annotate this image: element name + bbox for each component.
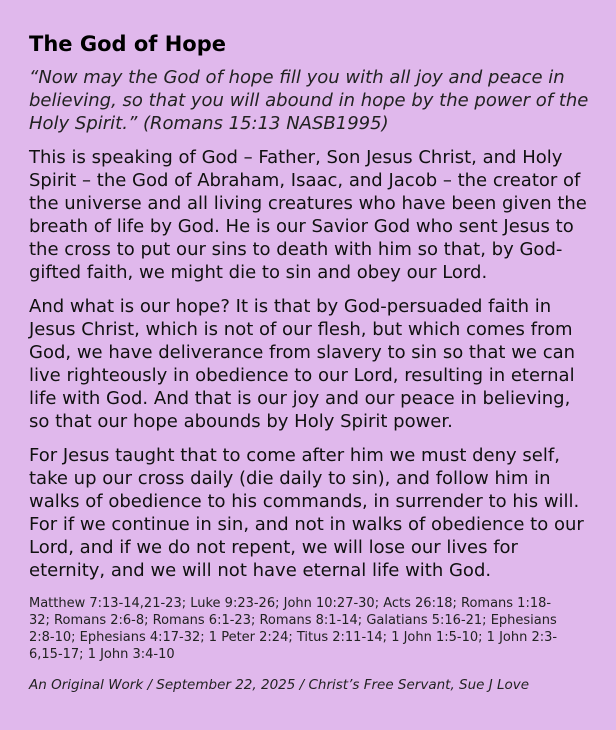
body-paragraph-2: And what is our hope? It is that by God-persuaded faith in Jesus Christ, which is not of our flesh, but which comes from God, we have deliverance from slavery to sin so that we can live righteously in obedience to our Lord, resulting in eternal life with God. And that is our joy and our peace in believing, so that our hope abounds by Holy Spirit power. — [29, 296, 576, 432]
body-paragraph-1: This is speaking of God – Father, Son Jesus Christ, and Holy Spirit – the God of Abraham, Isaac, and Jacob – the creator of the universe and all living creatures who have been given the breath of life by God. He is our Savior God who sent Jesus to the cross to put our sins to death with him so that, by God-gifted faith, we might die to sin and obey our Lord. — [29, 147, 587, 283]
body-paragraph-3: For Jesus taught that to come after him we must deny self, take up our cross daily (die daily to sin), and follow him in walks of obedience to his commands, in surrender to his will. For if we continue in sin, and not in walks of obedience to our Lord, and if we do not repent, we will lose our lives for eternity, and we will not have eternal life with God. — [29, 445, 584, 581]
author-footer: An Original Work / September 22, 2025 / Christ’s Free Servant, Sue J Love — [29, 677, 530, 693]
scripture-quote: “Now may the God of hope fill you with all joy and peace in believing, so that you will abound in hope by the power of the Holy Spirit.” (Romans 15:13 NASB1995) — [29, 67, 589, 134]
page-title: The God of Hope — [29, 32, 226, 56]
scripture-references: Matthew 7:13-14,21-23; Luke 9:23-26; John 10:27-30; Acts 26:18; Romans 1:18-32; Romans 2:6-8; Romans 6:1-23; Romans 8:1-14; Galatians 5:16-21; Ephesians 2:8-10; Ephesians 4:17-32; 1 Peter 2:24; Titus 2:11-14; 1 John 1:5-10; 1 John 2:3-6,15-17; 1 John 3:4-10 — [29, 596, 558, 662]
